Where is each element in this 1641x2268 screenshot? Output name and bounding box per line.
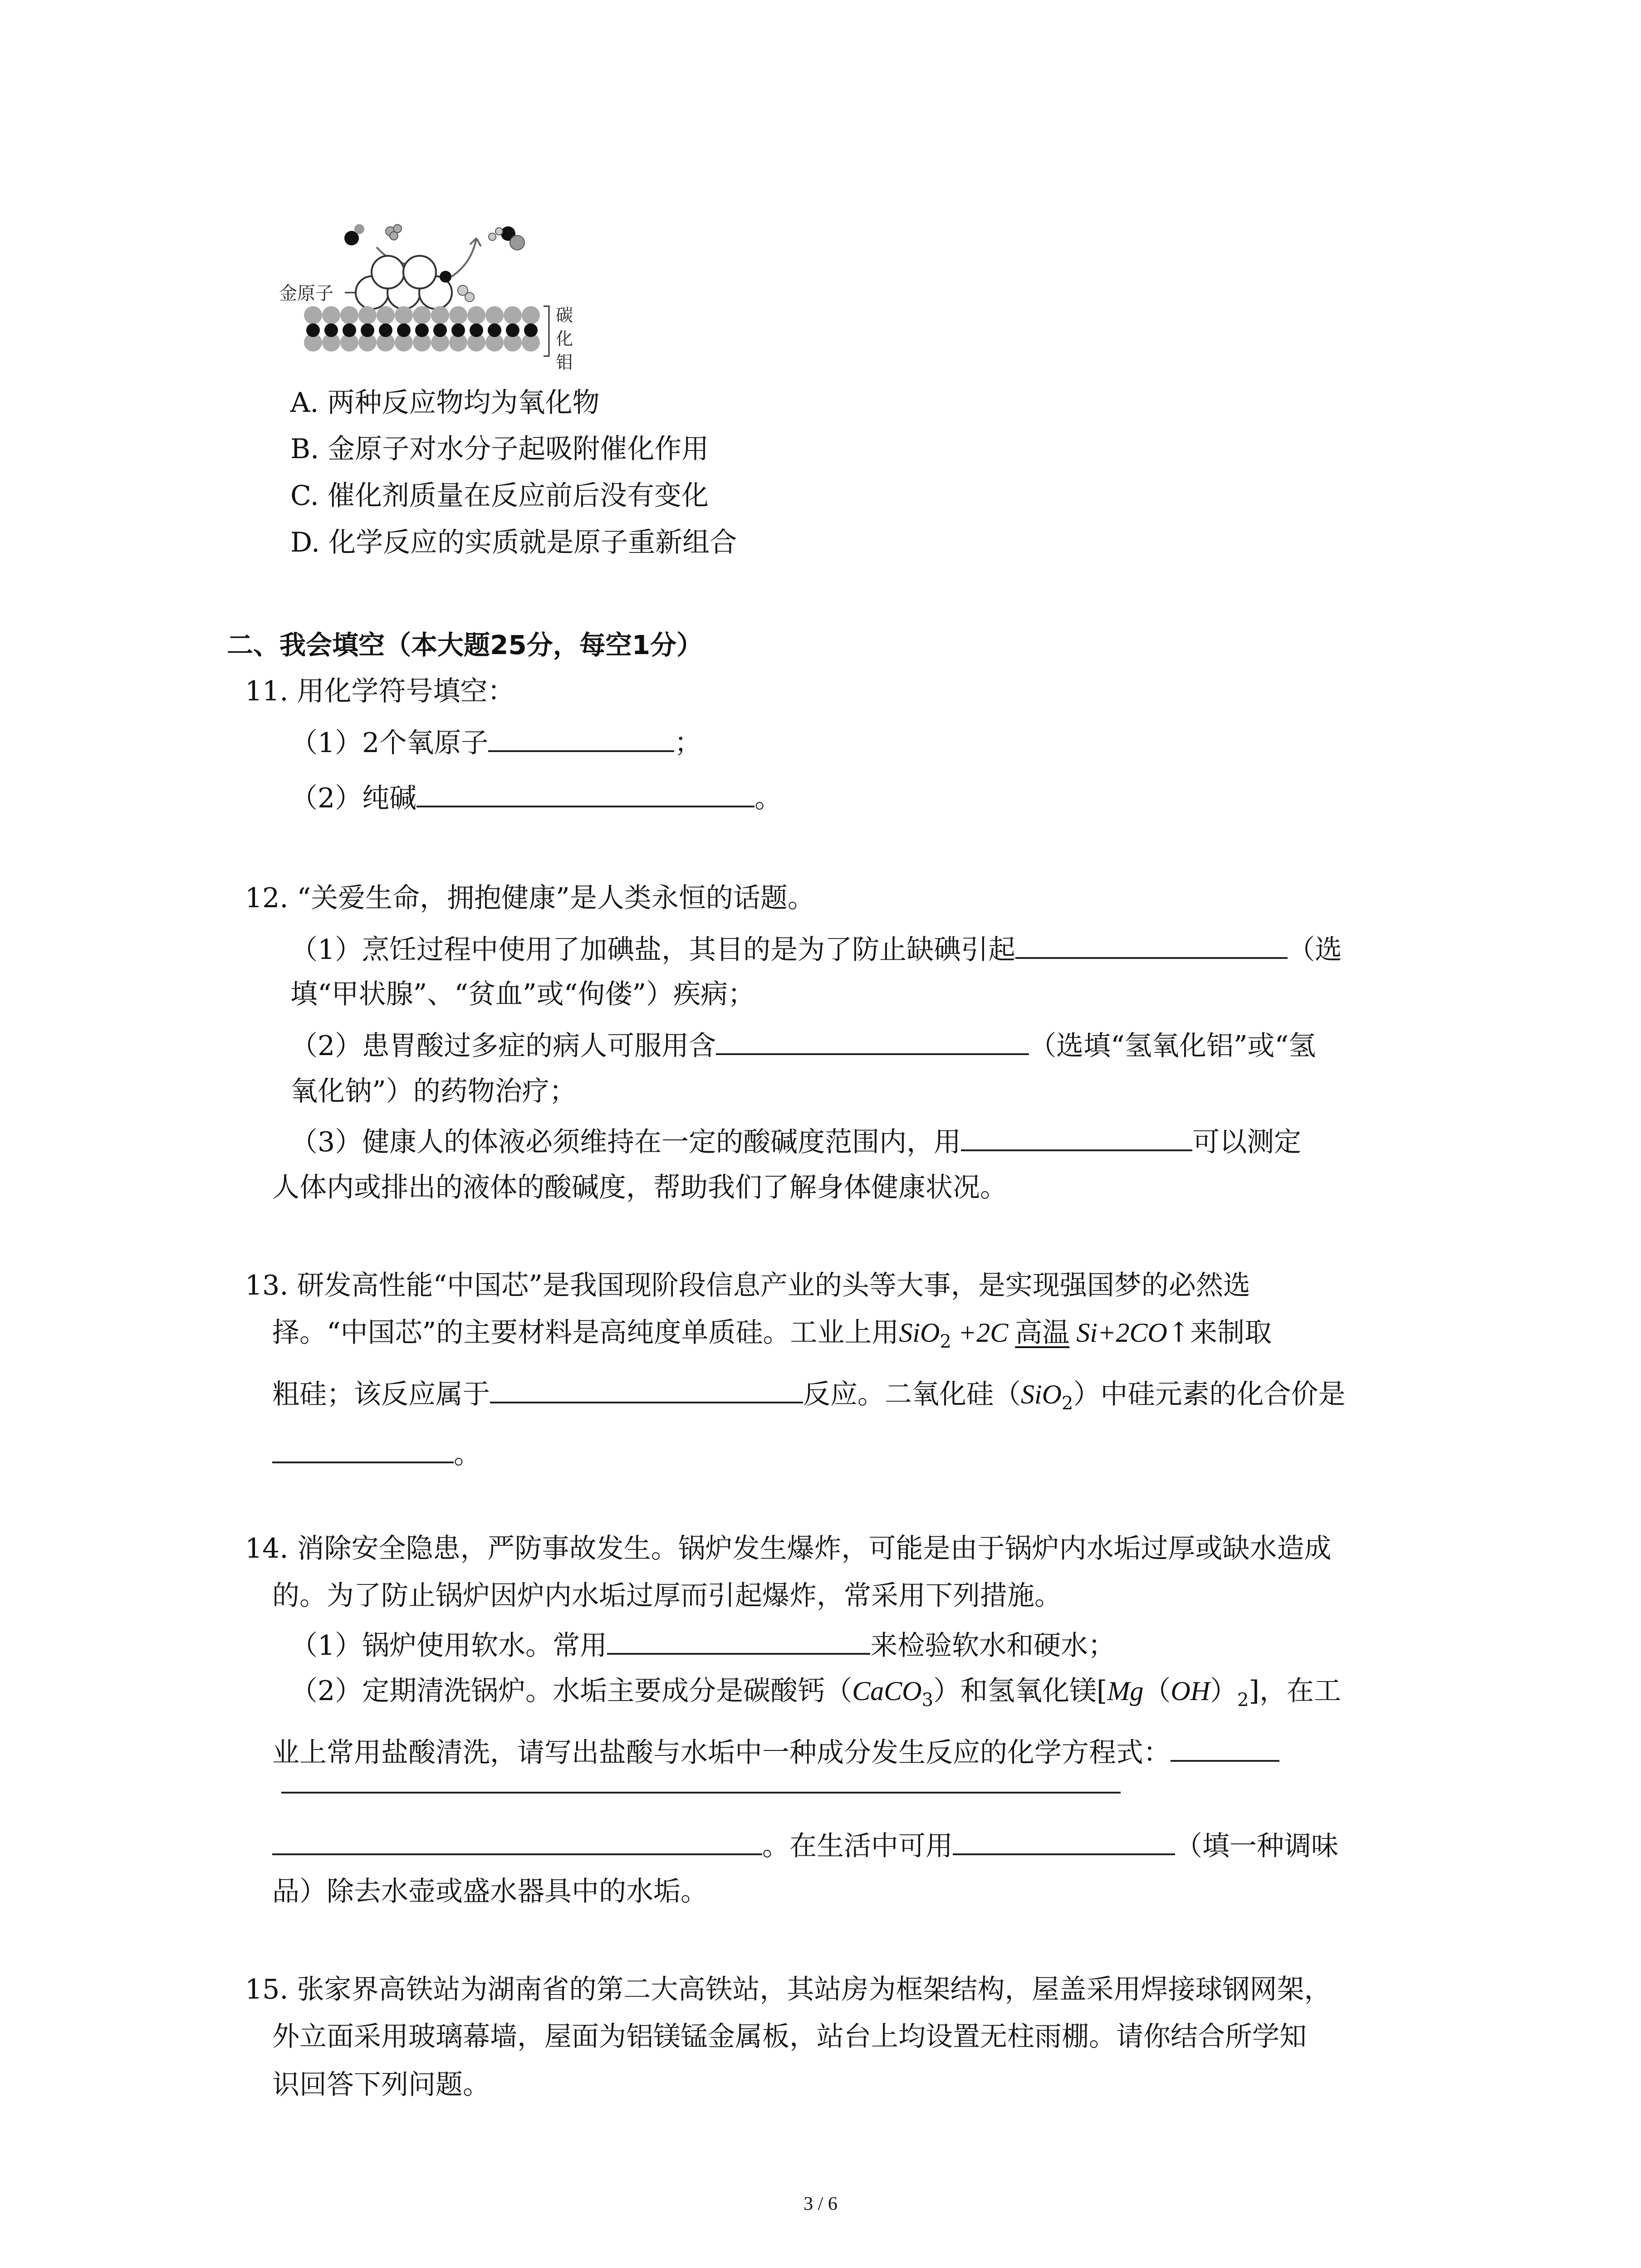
q11-part1-text: （1）2个氧原子 <box>290 727 489 759</box>
answer-blank[interactable] <box>416 778 754 807</box>
q13-line2-text: 择。“中国芯”的主要材料是高纯度单质硅。工业上用 <box>272 1317 899 1349</box>
answer-blank[interactable] <box>716 1026 1029 1055</box>
option-b: B. 金原子对水分子起吸附催化作用 <box>290 433 709 465</box>
bracket-close: ） <box>1210 1675 1238 1707</box>
q13-line2-suffix: 来制取 <box>1190 1317 1272 1349</box>
q13-line3-mid: 反应。二氧化硅（ <box>803 1378 1021 1410</box>
formula-products: Si+2CO <box>1069 1318 1167 1348</box>
q14-line6-suffix: （填一种调味 <box>1175 1830 1338 1862</box>
option-c: C. 催化剂质量在反应前后没有变化 <box>290 480 709 512</box>
substrate-black <box>306 323 538 337</box>
reaction-condition: 高温 <box>1015 1317 1070 1349</box>
q15-line1: 15. 张家界高铁站为湖南省的第二大高铁站，其站房为框架结构，屋盖采用焊接球钢网架， <box>245 1974 1332 2005</box>
answer-blank[interactable] <box>1171 1733 1279 1762</box>
q15-line2: 外立面采用玻璃幕墙，屋面为铝镁锰金属板，站台上均设置无柱雨棚。请你结合所学知 <box>272 2021 1307 2053</box>
bracket-open: （ <box>1143 1675 1171 1707</box>
substrate-bracket <box>544 306 549 356</box>
q14-line6 <box>272 1826 1338 1864</box>
substrate-label-2: 化 <box>556 329 573 349</box>
answer-blank[interactable] <box>281 1792 1121 1794</box>
q12-part1-suffix: （选 <box>1288 934 1342 966</box>
q12-part3-suffix: 可以测定 <box>1192 1126 1302 1158</box>
formula-subscript: 3 <box>921 1690 934 1711</box>
formula-subscript: 2 <box>1237 1690 1249 1711</box>
q13-line1: 13. 研发高性能“中国芯”是我国现阶段信息产业的头等大事，是实现强国梦的必然选 <box>245 1270 1250 1301</box>
q12-part2-line2: 氧化钠”）的药物治疗； <box>290 1075 577 1107</box>
formula-mg: Mg <box>1107 1676 1144 1706</box>
q12-part1 <box>290 930 1342 968</box>
section-title: 二、我会填空（本大题25分，每空1分） <box>227 630 703 660</box>
q14-line2: 的。为了防止锅炉因炉内水垢过厚而引起爆炸，常采用下列措施。 <box>272 1580 1062 1612</box>
q13-line3 <box>272 1374 1345 1422</box>
answer-blank[interactable] <box>488 723 674 752</box>
q11-part1-punct: ； <box>674 727 702 759</box>
q12-stem: 12. “关爱生命，拥抱健康”是人类永恒的话题。 <box>245 882 815 914</box>
option-d: D. 化学反应的实质就是原子重新组合 <box>290 527 737 558</box>
q11-part2-punct: 。 <box>754 782 782 814</box>
q14-part2-suffix: ]，在工 <box>1249 1675 1341 1707</box>
q12-part3-line2: 人体内或排出的液体的酸碱度，帮助我们了解身体健康状况。 <box>272 1172 1007 1203</box>
q14-line6-mid: 。在生活中可用 <box>762 1830 953 1862</box>
option-a: A. 两种反应物均为氧化物 <box>290 387 600 419</box>
q14-part1-text: （1）锅炉使用软水。常用 <box>290 1630 607 1662</box>
gas-arrow-icon: ↑ <box>1167 1317 1190 1349</box>
q12-part1-line2: 填“甲状腺”、“贫血”或“佝偻”）疾病； <box>290 978 755 1010</box>
q14-line4-text: 业上常用盐酸清洗，请写出盐酸与水垢中一种成分发生反应的化学方程式： <box>272 1737 1171 1769</box>
arrow-out-icon <box>451 238 481 277</box>
q12-part3 <box>290 1122 1301 1160</box>
q13-line4 <box>272 1434 481 1472</box>
formula-subscript: 2 <box>1062 1393 1073 1414</box>
formula-reactant-c: +2C <box>951 1318 1015 1348</box>
formula-oh: OH <box>1171 1676 1210 1706</box>
formula-subscript: 2 <box>940 1331 951 1352</box>
formula-sio2: SiO <box>1021 1379 1062 1409</box>
q12-part2-text: （2）患胃酸过多症的病人可服用含 <box>290 1030 716 1062</box>
q12-part3-text: （3）健康人的体液必须维持在一定的酸碱度范围内，用 <box>290 1126 961 1158</box>
q11-part1 <box>290 723 701 761</box>
formula-sio2: SiO <box>899 1318 940 1348</box>
q14-line4 <box>272 1733 1279 1771</box>
q14-line1: 14. 消除安全隐患，严防事故发生。锅炉发生爆炸，可能是由于锅炉内水垢过厚或缺水造成 <box>245 1533 1332 1564</box>
q11-part2-text: （2）纯碱 <box>290 782 417 814</box>
answer-blank[interactable] <box>272 1826 762 1855</box>
answer-blank[interactable] <box>272 1434 454 1463</box>
q14-part2-mid: ）和氢氧化镁[ <box>933 1675 1107 1707</box>
q14-part2-text: （2）定期清洗锅炉。水垢主要成分是碳酸钙（ <box>290 1675 852 1707</box>
product-molecules <box>489 226 524 250</box>
page-number: 3 / 6 <box>803 2194 838 2214</box>
answer-blank[interactable] <box>1015 930 1288 959</box>
answer-blank[interactable] <box>953 1826 1175 1855</box>
answer-blank[interactable] <box>490 1374 803 1403</box>
q14-line7: 品）除去水壶或盛水器具中的水垢。 <box>272 1876 708 1907</box>
q14-part1 <box>290 1626 1115 1664</box>
answer-blank[interactable] <box>961 1122 1192 1151</box>
formula-caco3: CaCO <box>852 1676 922 1706</box>
q11-part2 <box>290 778 782 816</box>
q13-line2 <box>272 1315 1272 1360</box>
answer-blank[interactable] <box>607 1626 870 1655</box>
q14-part1-suffix: 来检验软水和硬水； <box>870 1630 1116 1662</box>
q11-stem: 11. 用化学符号填空： <box>245 675 515 707</box>
q13-line3-text: 粗硅；该反应属于 <box>272 1378 490 1410</box>
q14-part2 <box>290 1673 1341 1718</box>
q12-part2 <box>290 1026 1316 1064</box>
q12-part2-suffix: （选填“氢氧化铝”或“氢 <box>1029 1030 1316 1062</box>
q12-part1-text: （1）烹饪过程中使用了加碘盐，其目的是为了防止缺碘引起 <box>290 934 1016 966</box>
substrate-label-1: 碳 <box>556 305 573 325</box>
gold-atom-label: 金原子 <box>279 283 333 304</box>
reactant-molecules <box>344 224 402 245</box>
catalyst-diagram <box>272 213 617 395</box>
q15-line3: 识回答下列问题。 <box>272 2069 490 2101</box>
q13-line3-suffix: ）中硅元素的化合价是 <box>1073 1378 1346 1410</box>
q13-line4-punct: 。 <box>454 1438 481 1470</box>
substrate-label-3: 钼 <box>556 352 573 372</box>
